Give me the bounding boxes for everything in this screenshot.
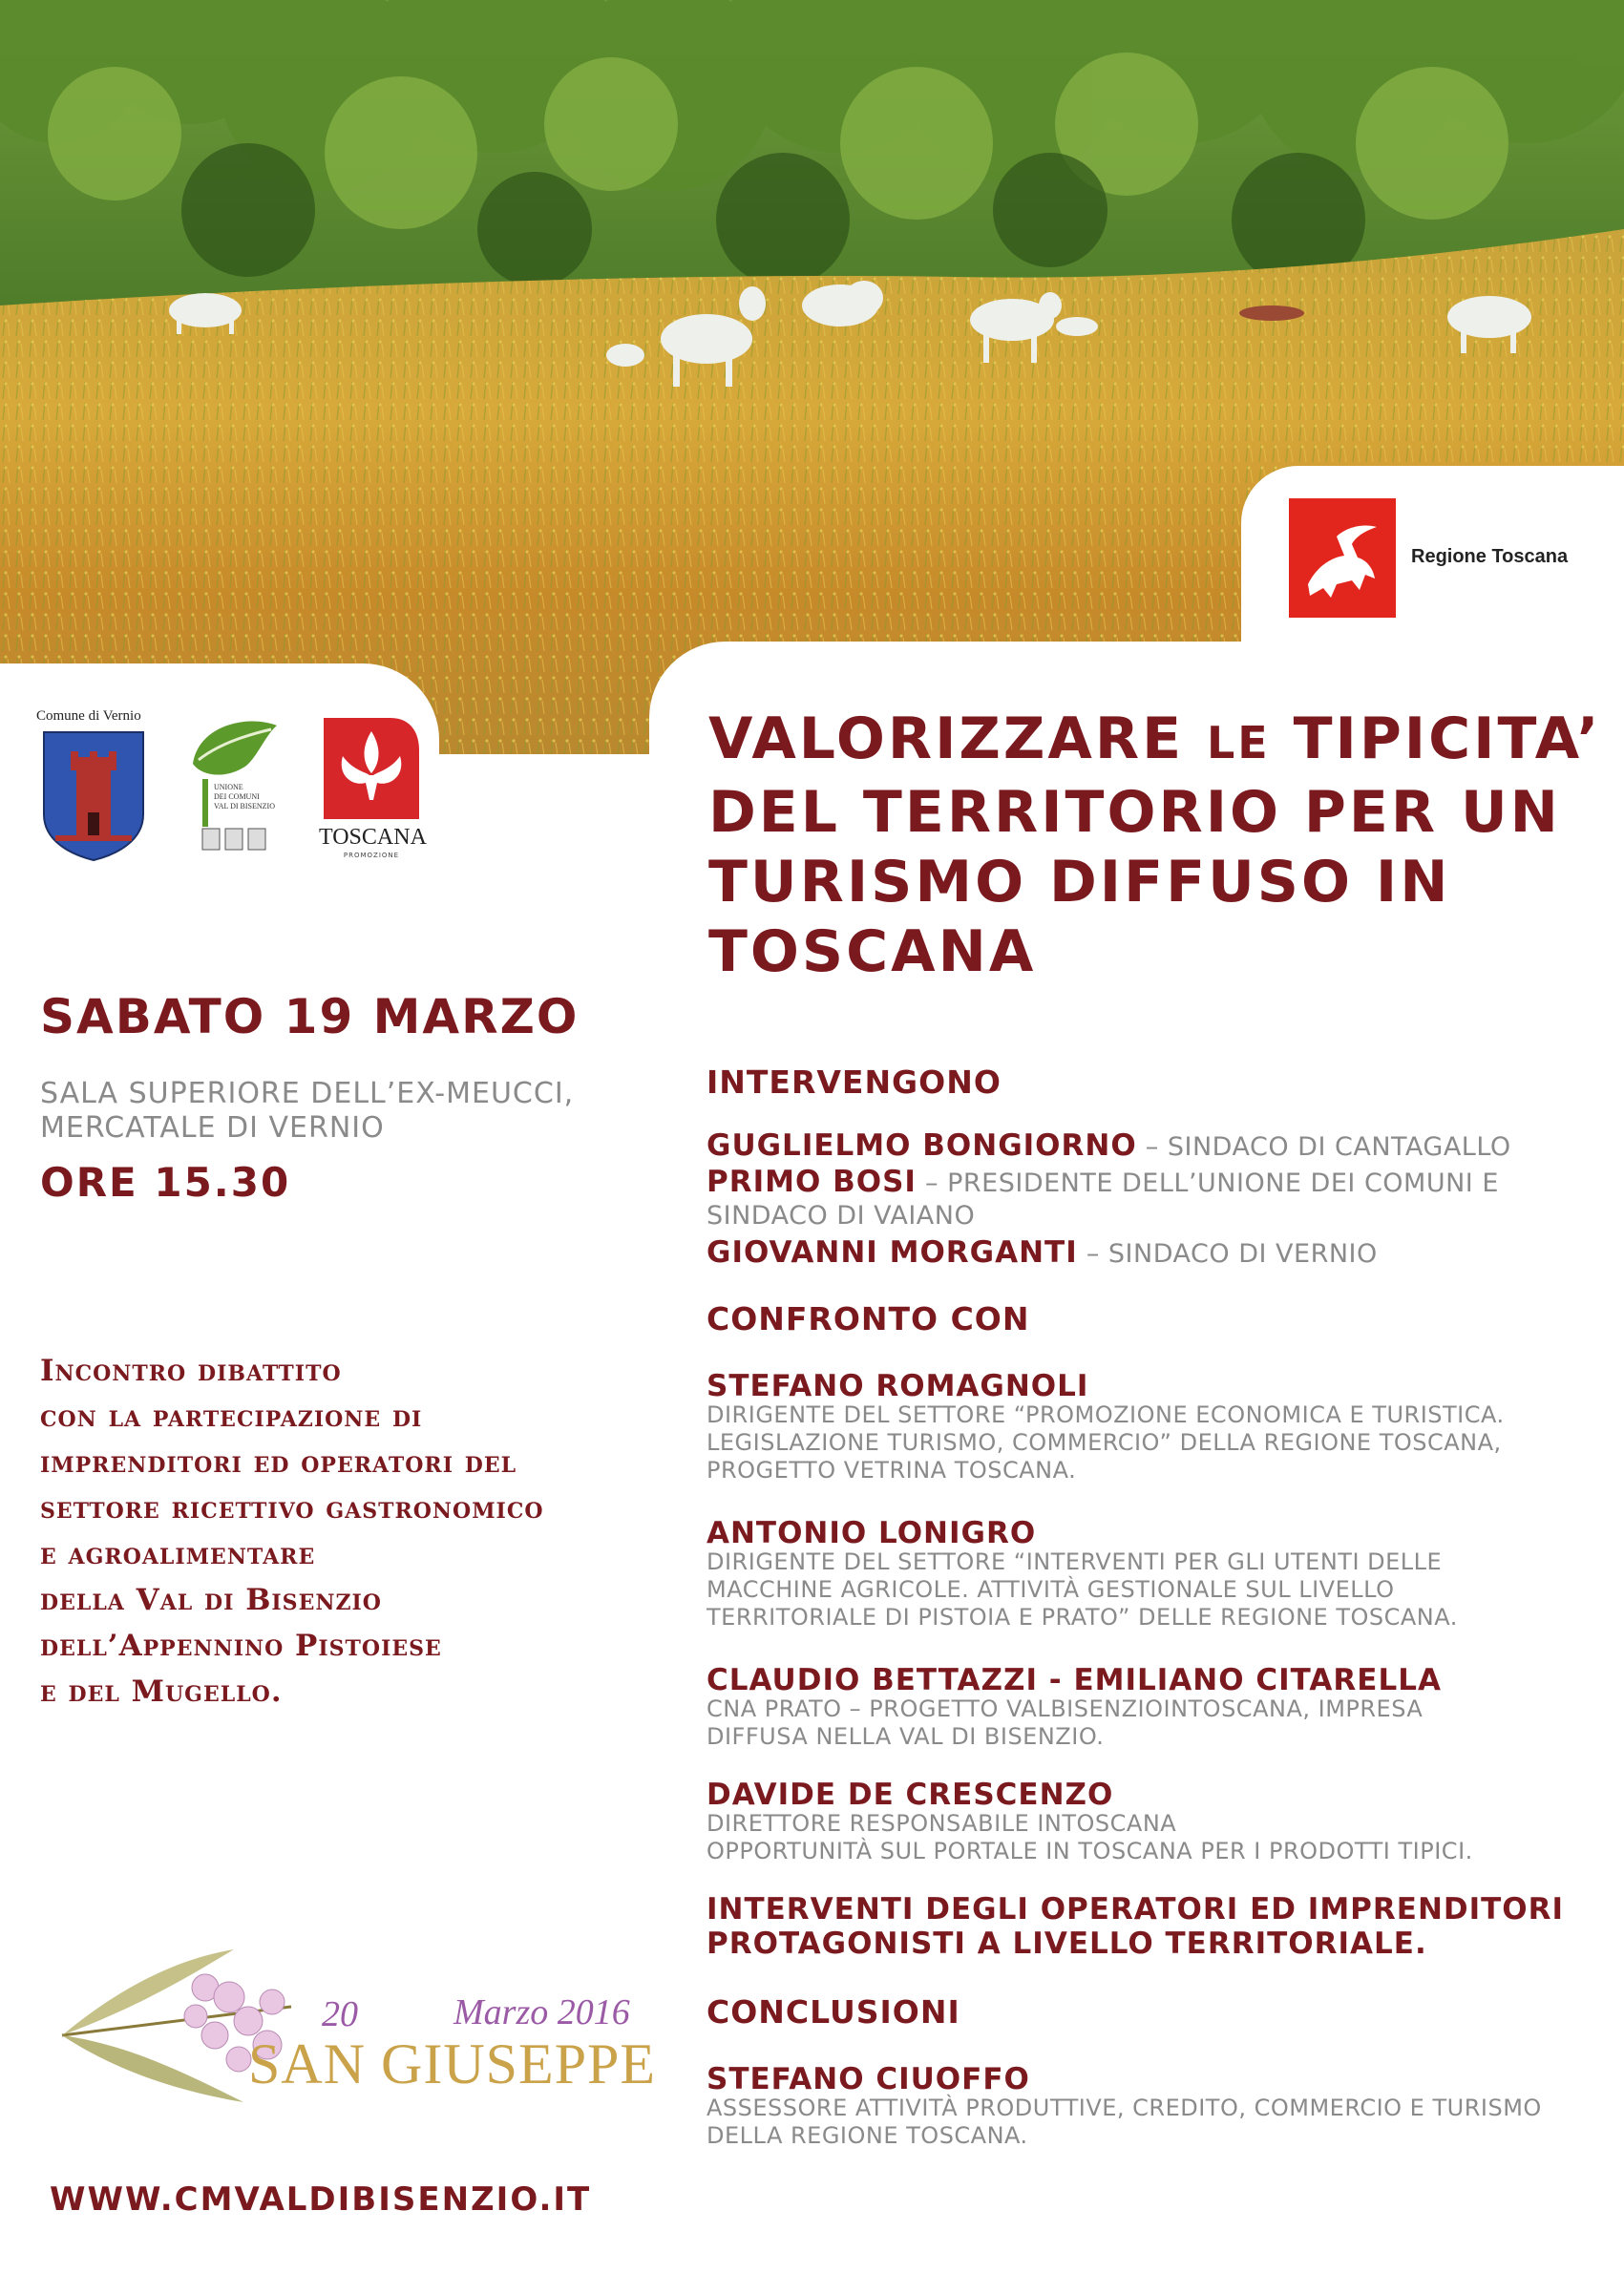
conclusion-desc xyxy=(707,2095,1542,2150)
speaker-name: GUGLIELMO BONGIORNO xyxy=(707,1128,1137,1163)
promozione-label: PROMOZIONE xyxy=(343,852,400,859)
desc-line: DIRETTORE RESPONSABILE INTOSCANA xyxy=(707,1810,1177,1837)
desc-line: CNA PRATO – PROGETTO VALBISENZIOINTOSCANA, IMPRESA xyxy=(707,1695,1424,1722)
fleur-de-lis-icon xyxy=(324,718,419,819)
speaker-line xyxy=(707,1165,1499,1199)
panelist-name: ANTONIO LONIGRO xyxy=(707,1516,1037,1550)
unione-label-3: VAL DI BISENZIO xyxy=(214,802,275,811)
san-giuseppe-logo xyxy=(43,1930,657,2121)
title-line4: TOSCANA xyxy=(708,918,1037,985)
title-line1-c: TIPICITA’ xyxy=(1270,705,1602,772)
confronto-heading: CONFRONTO CON xyxy=(707,1300,1030,1337)
toscana-promozione-logo xyxy=(319,718,427,861)
speaker-role-continued: SINDACO DI VAIANO xyxy=(707,1201,976,1231)
interventi-line2: PROTAGONISTI A LIVELLO TERRITORIALE. xyxy=(707,1927,1427,1961)
intro-line: con la partecipazione di xyxy=(40,1400,423,1434)
intro-line: e agroalimentare xyxy=(40,1537,316,1571)
speaker-name: GIOVANNI MORGANTI xyxy=(707,1235,1078,1270)
speaker-name: PRIMO BOSI xyxy=(707,1165,917,1199)
desc-line: MACCHINE AGRICOLE. ATTIVITÀ GESTIONALE SUL LIVELLO xyxy=(707,1576,1395,1603)
interventi-line1: INTERVENTI DEGLI OPERATORI ED IMPRENDITORI xyxy=(707,1892,1565,1927)
title-line1-b: LE xyxy=(1206,717,1271,769)
title-line2: DEL TERRITORIO PER UN xyxy=(708,779,1561,846)
pegasus-icon xyxy=(1289,498,1396,618)
panelist-desc xyxy=(707,1401,1505,1484)
venue-line2: MERCATALE DI VERNIO xyxy=(40,1111,385,1145)
event-date: SABATO 19 MARZO xyxy=(40,989,580,1044)
toscana-logo-label: TOSCANA xyxy=(319,825,427,850)
panelist-name: STEFANO ROMAGNOLI xyxy=(707,1369,1089,1403)
speaker-role: – SINDACO DI CANTAGALLO xyxy=(1136,1132,1511,1162)
speaker-role: – SINDACO DI VERNIO xyxy=(1077,1239,1378,1269)
unione-comuni-logo xyxy=(189,716,281,859)
event-time: ORE 15.30 xyxy=(40,1159,291,1206)
intro-line: e del Mugello. xyxy=(40,1674,283,1709)
website-link[interactable]: WWW.CMVALDIBISENZIO.IT xyxy=(50,2180,592,2219)
speaker-role: – PRESIDENTE DELL’UNIONE DEI COMUNI E xyxy=(916,1169,1499,1198)
event-venue xyxy=(40,1077,574,1146)
desc-line: DIRIGENTE DEL SETTORE “INTERVENTI PER GLI UTENTI DELLE xyxy=(707,1548,1443,1575)
venue-line1: SALA SUPERIORE DELL’EX-MEUCCI, xyxy=(40,1077,575,1110)
unione-label-1: UNIONE xyxy=(214,783,243,791)
intro-line: della Val di Bisenzio xyxy=(40,1583,382,1617)
intro-line: dell’Appennino Pistoiese xyxy=(40,1629,442,1663)
comune-vernio-logo xyxy=(36,708,160,866)
panelist-name: DAVIDE DE CRESCENZO xyxy=(707,1778,1114,1812)
desc-line: DELLA REGIONE TOSCANA. xyxy=(707,2122,1028,2149)
unione-label-2: DEI COMUNI xyxy=(214,792,260,801)
desc-line: OPPORTUNITÀ SUL PORTALE IN TOSCANA PER I PRODOTTI TIPICI. xyxy=(707,1838,1473,1864)
intro-line: Incontro dibattito xyxy=(40,1354,342,1388)
conclusion-name: STEFANO CIUOFFO xyxy=(707,2062,1030,2096)
title-line1-a: VALORIZZARE xyxy=(708,705,1207,772)
speaker-line xyxy=(707,1128,1511,1163)
title-line3: TURISMO DIFFUSO IN xyxy=(708,849,1451,916)
vernio-shield-icon xyxy=(36,728,151,862)
regione-toscana-logo xyxy=(1289,496,1575,621)
san-giuseppe-day: 20 xyxy=(322,1994,358,2034)
desc-line: DIFFUSA NELLA VAL DI BISENZIO. xyxy=(707,1723,1105,1750)
panelist-desc xyxy=(707,1695,1423,1751)
speaker-line xyxy=(707,1235,1378,1270)
comune-vernio-caption: Comune di Vernio xyxy=(36,708,141,724)
panelist-desc xyxy=(707,1548,1458,1632)
event-intro xyxy=(40,1348,632,1715)
intro-line: settore ricettivo gastronomico xyxy=(40,1491,544,1526)
san-giuseppe-name: SAN GIUSEPPE xyxy=(248,2032,657,2095)
desc-line: DIRIGENTE DEL SETTORE “PROMOZIONE ECONOMICA E TURISTICA. xyxy=(707,1401,1505,1428)
intervengono-heading: INTERVENGONO xyxy=(707,1063,1002,1101)
desc-line: TERRITORIALE DI PISTOIA E PRATO” DELLE REGIONE TOSCANA. xyxy=(707,1604,1458,1631)
desc-line: LEGISLAZIONE TURISMO, COMMERCIO” DELLA REGIONE TOSCANA, xyxy=(707,1429,1502,1456)
panelist-desc xyxy=(707,1810,1473,1865)
desc-line: ASSESSORE ATTIVITÀ PRODUTTIVE, CREDITO, COMMERCIO E TURISMO xyxy=(707,2095,1542,2121)
speaker-line xyxy=(707,1201,975,1231)
panelist-name: CLAUDIO BETTAZZI - EMILIANO CITARELLA xyxy=(707,1663,1442,1697)
regione-toscana-label: Regione Toscana xyxy=(1411,546,1569,567)
san-giuseppe-month: Marzo 2016 xyxy=(453,1992,630,2032)
desc-line: PROGETTO VETRINA TOSCANA. xyxy=(707,1457,1077,1484)
conclusioni-heading: CONCLUSIONI xyxy=(707,1993,960,2031)
intro-line: imprenditori ed operatori del xyxy=(40,1445,517,1480)
event-title xyxy=(708,705,1606,987)
